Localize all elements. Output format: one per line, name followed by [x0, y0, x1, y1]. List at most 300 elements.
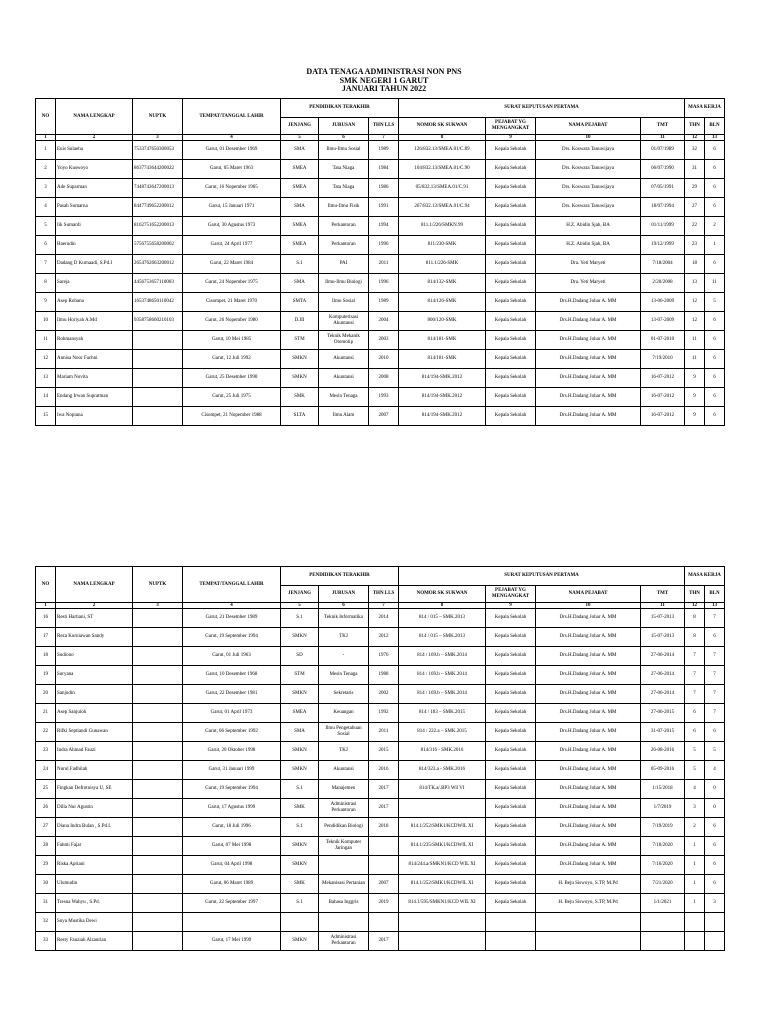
column-index: 11 [641, 603, 685, 609]
cell-nama-pejabat: Drs.H.Dadang Johar A. MM [536, 723, 641, 742]
cell-nuptk [133, 875, 183, 894]
col-pejabat-yg-header: PEJABAT YG MENGANGKAT [486, 586, 536, 603]
cell-nama-pejabat: H. Beju Siswoyo, S.TP, M.Pd [536, 875, 641, 894]
cell-thn-lls: 1986 [369, 179, 399, 198]
cell-masa-kerja-thn: 5 [685, 761, 705, 780]
cell-tempat-tanggal-lahir: Garut, 16 Nopember 1965 [183, 179, 281, 198]
cell-masa-kerja-thn [685, 932, 705, 951]
cell-nama-pejabat: Drs. Koswara Tanuwijaya [536, 179, 641, 198]
cell-nuptk: 9358758660210103 [133, 312, 183, 331]
cell-thn-lls: 1996 [369, 236, 399, 255]
cell-nomor-sk: 814 / 169.b – SMK.2014 [399, 685, 486, 704]
table-row [36, 913, 725, 932]
cell-masa-kerja-bln: 4 [705, 761, 725, 780]
column-index: 6 [319, 603, 369, 609]
cell-masa-kerja-thn: 29 [685, 179, 705, 198]
column-index: 13 [705, 603, 725, 609]
cell-masa-kerja-thn: 7 [685, 685, 705, 704]
cell-jurusan [319, 856, 369, 875]
cell-pejabat-yg-mengangkat: Kepala Sekolah [486, 312, 536, 331]
cell-nomor-sk: 814 / 183 – SMK.2015 [399, 704, 486, 723]
title-line-3: JANUARI TAHUN 2022 [341, 84, 427, 93]
cell-tmt: 13-07-2009 [641, 312, 685, 331]
cell-thn-lls: 1993 [369, 388, 399, 407]
cell-pejabat-yg-mengangkat: Kepala Sekolah [486, 255, 536, 274]
cell-jurusan: Teknik Mekanik Otomotip [319, 331, 369, 350]
col-no-header: NO [36, 99, 56, 135]
column-index: 9 [486, 135, 536, 141]
cell-nama-pejabat: Drs.H.Dadang Johar A. MM [536, 369, 641, 388]
cell-tempat-tanggal-lahir: Garut, 19 September 1994 [183, 780, 281, 799]
cell-nama-lengkap: Sudiono [56, 647, 133, 666]
cell-nomor-sk: 05/832.13/SMEA.01/C.91 [399, 179, 486, 198]
col-tmt-header: TMT [641, 586, 685, 603]
cell-tmt: 7/18/2004 [641, 255, 685, 274]
cell-no: 23 [36, 742, 56, 761]
cell-nama-lengkap: Indra Ahmad Fauzi [56, 742, 133, 761]
column-index: 8 [399, 135, 486, 141]
cell-jurusan: Ilmu Sosial [319, 293, 369, 312]
cell-masa-kerja-bln: 6 [705, 255, 725, 274]
table-row [36, 647, 725, 666]
cell-nama-lengkap: Ilmu Horiyah A.Md [56, 312, 133, 331]
cell-tmt: 27-06-2014 [641, 666, 685, 685]
cell-masa-kerja-bln: 6 [705, 837, 725, 856]
table-row [36, 780, 725, 799]
cell-nuptk: 1653748650110042 [133, 293, 183, 312]
cell-jurusan: Akuntansi [319, 369, 369, 388]
cell-nama-lengkap: Endang Irwan Supratman [56, 388, 133, 407]
cell-tempat-tanggal-lahir: Garut, 24 Nopember 1975 [183, 274, 281, 293]
column-index: 9 [486, 603, 536, 609]
col-jenjang-header: JENJANG [281, 118, 319, 135]
cell-jurusan: Mesin Tenaga [319, 388, 369, 407]
cell-no: 6 [36, 236, 56, 255]
cell-tmt: 2/20/2008 [641, 274, 685, 293]
cell-nomor-sk: 814/181-SMK [399, 331, 486, 350]
masa-kerja-header: MASA KERJA [685, 567, 725, 586]
cell-pejabat-yg-mengangkat: Kepala Sekolah [486, 780, 536, 799]
cell-no: 11 [36, 331, 56, 350]
cell-nuptk [133, 780, 183, 799]
cell-tempat-tanggal-lahir: Garut, 22 September 1997 [183, 894, 281, 913]
pendidikan-header: PENDIDIKAN TERAKHIR [281, 567, 399, 586]
cell-masa-kerja-thn: 9 [685, 407, 705, 426]
table-row [36, 628, 725, 647]
cell-jenjang: SMKN [281, 856, 319, 875]
column-index: 3 [133, 603, 183, 609]
sk-header: SURAT KEPUTUSAN PERTAMA [399, 567, 685, 586]
table-row [36, 388, 725, 407]
cell-tmt: 7/10/2020 [641, 837, 685, 856]
cell-jenjang: SMKN [281, 761, 319, 780]
cell-pejabat-yg-mengangkat: Kepala Sekolah [486, 369, 536, 388]
col-nama-pejabat-header: NAMA PEJABAT [536, 586, 641, 603]
cell-tmt: 1/1/2021 [641, 894, 685, 913]
cell-nomor-sk: 811.1/226-SMK [399, 255, 486, 274]
column-index: 1 [36, 135, 56, 141]
cell-nomor-sk: 126/832.13/SMEA.01/C.89 [399, 141, 486, 160]
cell-thn-lls: 1989 [369, 293, 399, 312]
cell-masa-kerja-bln: 1 [705, 236, 725, 255]
column-index: 5 [281, 603, 319, 609]
cell-no: 27 [36, 818, 56, 837]
cell-no: 18 [36, 647, 56, 666]
cell-nama-lengkap: Fingkan Defrotnisya U, SE [56, 780, 133, 799]
col-nomor-sk-header: NOMOR SK SUKWAN [399, 118, 486, 135]
cell-jenjang: SMA [281, 723, 319, 742]
cell-masa-kerja-bln: 0 [705, 780, 725, 799]
cell-jurusan: Akuntansi [319, 350, 369, 369]
cell-tmt: 31-07-2015 [641, 723, 685, 742]
table-row [36, 894, 725, 913]
cell-masa-kerja-bln: 11 [705, 274, 725, 293]
cell-masa-kerja-bln: 0 [705, 799, 725, 818]
cell-jenjang: SMKN [281, 932, 319, 951]
cell-nama-pejabat: Drs.H.Dadang Johar A. MM [536, 799, 641, 818]
cell-jenjang: SMA [281, 198, 319, 217]
cell-tempat-tanggal-lahir: Garut, 17 Mei 1999 [183, 932, 281, 951]
cell-nama-pejabat: Drs.H.Dadang Johar A. MM [536, 818, 641, 837]
cell-nomor-sk [399, 913, 486, 932]
cell-no: 30 [36, 875, 56, 894]
cell-jurusan: Tata Niaga [319, 179, 369, 198]
cell-no: 19 [36, 666, 56, 685]
cell-jurusan: Ilmu-Ilmu Fisik [319, 198, 369, 217]
cell-no: 13 [36, 369, 56, 388]
cell-tmt: 27-06-2014 [641, 647, 685, 666]
column-index: 8 [399, 603, 486, 609]
cell-thn-lls: 2017 [369, 780, 399, 799]
col-nuptk-header: NUPTK [133, 567, 183, 603]
cell-no: 17 [36, 628, 56, 647]
pendidikan-header: PENDIDIKAN TERAKHIR [281, 99, 399, 118]
cell-nuptk [133, 704, 183, 723]
cell-masa-kerja-thn: 2 [685, 818, 705, 837]
table-row [36, 236, 725, 255]
cell-masa-kerja-thn: 11 [685, 331, 705, 350]
cell-nuptk [133, 666, 183, 685]
cell-nama-lengkap: Riska Apriani [56, 856, 133, 875]
cell-tmt: 05-09-2016 [641, 761, 685, 780]
masa-kerja-header: MASA KERJA [685, 99, 725, 118]
cell-jenjang: SMKN [281, 369, 319, 388]
cell-tempat-tanggal-lahir: Garut, 24 April 1977 [183, 236, 281, 255]
table-row [36, 160, 725, 179]
cell-masa-kerja-thn: 1 [685, 875, 705, 894]
cell-jenjang: SMA [281, 274, 319, 293]
cell-tmt: 7/19/2019 [641, 818, 685, 837]
cell-thn-lls: 2016 [369, 761, 399, 780]
cell-nama-pejabat: Dra. Yeti Maryeti [536, 274, 641, 293]
cell-nama-lengkap: Iwa Nopiana [56, 407, 133, 426]
cell-tempat-tanggal-lahir: Garut, 05 Maret 1963 [183, 160, 281, 179]
cell-nuptk [133, 647, 183, 666]
cell-nuptk [133, 609, 183, 628]
cell-nama-pejabat: Drs.H.Dadang Johar A. MM [536, 780, 641, 799]
cell-pejabat-yg-mengangkat: Kepala Sekolah [486, 761, 536, 780]
col-jurusan-header: JURUSAN [319, 586, 369, 603]
cell-nama-pejabat: Drs.H.Dadang Johar A. MM [536, 331, 641, 350]
cell-masa-kerja-bln: 6 [705, 141, 725, 160]
cell-no: 26 [36, 799, 56, 818]
cell-masa-kerja-thn: 6 [685, 704, 705, 723]
cell-pejabat-yg-mengangkat: Kepala Sekolah [486, 160, 536, 179]
cell-jurusan: Keuangan [319, 704, 369, 723]
column-index: 10 [536, 135, 641, 141]
cell-jurusan: Mekanisasi Pertanian [319, 875, 369, 894]
cell-masa-kerja-bln: 6 [705, 388, 725, 407]
cell-masa-kerja-bln: 3 [705, 894, 725, 913]
cell-nuptk [133, 913, 183, 932]
cell-nama-pejabat: Drs.H.Dadang Johar A. MM [536, 837, 641, 856]
cell-thn-lls: 2007 [369, 407, 399, 426]
cell-masa-kerja-bln: 6 [705, 331, 725, 350]
cell-tempat-tanggal-lahir [183, 913, 281, 932]
cell-nuptk [133, 628, 183, 647]
cell-pejabat-yg-mengangkat: Kepala Sekolah [486, 666, 536, 685]
header-row [36, 99, 725, 118]
cell-masa-kerja-thn: 22 [685, 217, 705, 236]
cell-masa-kerja-bln: 7 [705, 647, 725, 666]
cell-jenjang: STM [281, 331, 319, 350]
cell-pejabat-yg-mengangkat: Kepala Sekolah [486, 609, 536, 628]
cell-nama-pejabat: Drs. Koswara Tanuwijaya [536, 141, 641, 160]
col-pejabat-yg-header: PEJABAT YG MENGANGKAT [486, 118, 536, 135]
cell-pejabat-yg-mengangkat: Kepala Sekolah [486, 723, 536, 742]
cell-no: 3 [36, 179, 56, 198]
cell-masa-kerja-bln: 5 [705, 742, 725, 761]
cell-tempat-tanggal-lahir: Garut, 10 Mei 1985 [183, 331, 281, 350]
cell-nama-pejabat: Drs.H.Dadang Johar A. MM [536, 856, 641, 875]
table-row [36, 369, 725, 388]
cell-masa-kerja-bln: 6 [705, 628, 725, 647]
cell-nuptk: 8447749652200012 [133, 198, 183, 217]
table-row [36, 198, 725, 217]
cell-masa-kerja-bln: 6 [705, 875, 725, 894]
cell-masa-kerja-bln: 7 [705, 704, 725, 723]
cell-pejabat-yg-mengangkat: Kepala Sekolah [486, 179, 536, 198]
col-bln-header: BLN [705, 118, 725, 135]
cell-nama-pejabat: Drs.H.Dadang Johar A. MM [536, 685, 641, 704]
cell-thn-lls: 2002 [369, 685, 399, 704]
table-row [36, 274, 725, 293]
cell-tempat-tanggal-lahir: Garut, 01 Desember 1969 [183, 141, 281, 160]
column-index: 6 [319, 135, 369, 141]
cell-no: 12 [36, 350, 56, 369]
cell-masa-kerja-bln: 6 [705, 407, 725, 426]
cell-pejabat-yg-mengangkat [486, 913, 536, 932]
cell-no: 22 [36, 723, 56, 742]
cell-nomor-sk: 814/194-SMK.2012 [399, 369, 486, 388]
cell-nama-pejabat: Drs. Koswara Tanuwijaya [536, 198, 641, 217]
cell-masa-kerja-bln [705, 932, 725, 951]
cell-tempat-tanggal-lahir: Garut, 22 Maret 1984 [183, 255, 281, 274]
cell-thn-lls: 1991 [369, 198, 399, 217]
cell-masa-kerja-thn: 4 [685, 780, 705, 799]
cell-thn-lls: 1992 [369, 704, 399, 723]
cell-tempat-tanggal-lahir: Cisompet, 21 Maret 1970 [183, 293, 281, 312]
cell-no: 25 [36, 780, 56, 799]
cell-thn-lls [369, 837, 399, 856]
cell-masa-kerja-thn: 7 [685, 647, 705, 666]
cell-masa-kerja-bln: 6 [705, 350, 725, 369]
cell-nama-pejabat: Dra. Yeti Maryeti [536, 255, 641, 274]
cell-nomor-sk: 814.1/595/SMKN1/KCD WIL XI [399, 894, 486, 913]
cell-tmt: 15-07-2013 [641, 609, 685, 628]
cell-no: 32 [36, 913, 56, 932]
table-row [36, 407, 725, 426]
column-index: 1 [36, 603, 56, 609]
col-bln-header: BLN [705, 586, 725, 603]
cell-nama-pejabat: Drs.H.Dadang Johar A. MM [536, 609, 641, 628]
cell-masa-kerja-thn: 3 [685, 799, 705, 818]
cell-jenjang: SMK [281, 875, 319, 894]
cell-thn-lls: 1976 [369, 647, 399, 666]
cell-no: 16 [36, 609, 56, 628]
cell-masa-kerja-bln: 6 [705, 369, 725, 388]
column-index: 10 [536, 603, 641, 609]
cell-pejabat-yg-mengangkat: Kepala Sekolah [486, 799, 536, 818]
cell-no: 20 [36, 685, 56, 704]
cell-jenjang: S.1 [281, 894, 319, 913]
cell-pejabat-yg-mengangkat: Kepala Sekolah [486, 236, 536, 255]
cell-no: 10 [36, 312, 56, 331]
cell-tmt [641, 932, 685, 951]
cell-jurusan: Teknik Komputer Jaringan [319, 837, 369, 856]
cell-tempat-tanggal-lahir: Cisompet, 21 Nopember 1988 [183, 407, 281, 426]
cell-pejabat-yg-mengangkat: Kepala Sekolah [486, 875, 536, 894]
col-nama-pejabat-header: NAMA PEJABAT [536, 118, 641, 135]
cell-nama-pejabat [536, 913, 641, 932]
cell-jurusan: - [319, 647, 369, 666]
cell-nuptk [133, 350, 183, 369]
cell-thn-lls: 1988 [369, 666, 399, 685]
cell-nomor-sk: 104/832.13/SMEA.01/C.90 [399, 160, 486, 179]
table-row [36, 837, 725, 856]
cell-thn-lls: 2008 [369, 369, 399, 388]
cell-jenjang: SMA [281, 141, 319, 160]
col-ttl-header: TEMPAT/TANGGAL LAHIR [183, 99, 281, 135]
cell-nomor-sk: 814/194-SMK.2012 [399, 388, 486, 407]
cell-masa-kerja-bln: 6 [705, 723, 725, 742]
cell-nama-lengkap: Fahmi Fajar [56, 837, 133, 856]
cell-jurusan: Perkantoran [319, 217, 369, 236]
cell-nama-lengkap: Euis Sulaeha [56, 141, 133, 160]
cell-nuptk [133, 723, 183, 742]
cell-jenjang: S.1 [281, 818, 319, 837]
cell-masa-kerja-thn: 6 [685, 723, 705, 742]
cell-jurusan: Sekretaris [319, 685, 369, 704]
col-tmt-header: TMT [641, 118, 685, 135]
column-index: 4 [183, 603, 281, 609]
cell-nomor-sk: 814 / 015 – SMK.2013 [399, 609, 486, 628]
cell-thn-lls: 2011 [369, 255, 399, 274]
cell-nama-pejabat: H. Beju Siswoyo, S.TP, M.Pd [536, 894, 641, 913]
cell-nuptk [133, 856, 183, 875]
cell-tempat-tanggal-lahir: Garut, 31 Januari 1999 [183, 761, 281, 780]
cell-tmt: 7/21/2020 [641, 875, 685, 894]
cell-tempat-tanggal-lahir: Garut, 06 Maret 1989 [183, 875, 281, 894]
cell-masa-kerja-thn: 9 [685, 388, 705, 407]
cell-masa-kerja-thn: 12 [685, 293, 705, 312]
cell-tmt: 16-07-2012 [641, 388, 685, 407]
cell-pejabat-yg-mengangkat: Kepala Sekolah [486, 894, 536, 913]
cell-tempat-tanggal-lahir: Garut, 26 Nopember 1980 [183, 312, 281, 331]
cell-nomor-sk [399, 799, 486, 818]
cell-tmt: 26-08-2016 [641, 742, 685, 761]
cell-masa-kerja-bln: 6 [705, 818, 725, 837]
cell-nama-lengkap: Pasah Sumarna [56, 198, 133, 217]
cell-pejabat-yg-mengangkat [486, 932, 536, 951]
col-ttl-header: TEMPAT/TANGGAL LAHIR [183, 567, 281, 603]
cell-thn-lls: 1989 [369, 141, 399, 160]
cell-nuptk [133, 837, 183, 856]
staff-table-2 [35, 566, 725, 951]
cell-jenjang: SMKN [281, 742, 319, 761]
cell-no: 15 [36, 407, 56, 426]
cell-jurusan: Administrasi Perkantoran [319, 799, 369, 818]
cell-tempat-tanggal-lahir: Garut, 01 Juli 1963 [183, 647, 281, 666]
cell-nomor-sk: 814/244.a/SMKN1/KCD WIL XI [399, 856, 486, 875]
cell-masa-kerja-bln: 7 [705, 666, 725, 685]
cell-jurusan: Bahasa Inggris [319, 894, 369, 913]
cell-nomor-sk: 814/132-SMK [399, 274, 486, 293]
cell-nuptk: 8162751652200013 [133, 217, 183, 236]
cell-tmt: 7/19/2010 [641, 350, 685, 369]
cell-pejabat-yg-mengangkat: Kepala Sekolah [486, 388, 536, 407]
cell-nomor-sk: 800/120-SMK [399, 312, 486, 331]
cell-nomor-sk: 814 / 169.b – SMK.2014 [399, 666, 486, 685]
cell-tempat-tanggal-lahir: Garut, 01 April 1973 [183, 704, 281, 723]
cell-masa-kerja-bln: 6 [705, 179, 725, 198]
cell-tmt: 01-07-2010 [641, 331, 685, 350]
cell-thn-lls: 1984 [369, 160, 399, 179]
cell-nuptk [133, 894, 183, 913]
table-row [36, 331, 725, 350]
cell-masa-kerja-thn: 8 [685, 609, 705, 628]
cell-tempat-tanggal-lahir: Garut, 25 Juli 1975 [183, 388, 281, 407]
cell-nuptk: 7448743647200013 [133, 179, 183, 198]
cell-nama-pejabat: Drs. Koswara Tanuwijaya [536, 160, 641, 179]
cell-masa-kerja-thn: 31 [685, 160, 705, 179]
cell-tmt: 18/07/1994 [641, 198, 685, 217]
cell-thn-lls: 2011 [369, 723, 399, 742]
cell-nuptk: 8637743644200022 [133, 160, 183, 179]
cell-no: 9 [36, 293, 56, 312]
cell-tempat-tanggal-lahir: Garut, 10 Desember 1968 [183, 666, 281, 685]
sk-header: SURAT KEPUTUSAN PERTAMA [399, 99, 685, 118]
cell-thn-lls: 2004 [369, 312, 399, 331]
cell-masa-kerja-bln: 7 [705, 685, 725, 704]
cell-tmt: 7/16/2020 [641, 856, 685, 875]
table-row [36, 255, 725, 274]
col-thn-lls-header: THN LLS [369, 586, 399, 603]
table-row [36, 685, 725, 704]
cell-tempat-tanggal-lahir: Garut, 19 September 1994 [183, 628, 281, 647]
cell-jurusan [319, 913, 369, 932]
cell-nama-lengkap: Annisa Noor Fachni [56, 350, 133, 369]
cell-no: 7 [36, 255, 56, 274]
column-index: 3 [133, 135, 183, 141]
cell-no: 33 [36, 932, 56, 951]
cell-tmt: 16-07-2012 [641, 369, 685, 388]
cell-no: 1 [36, 141, 56, 160]
cell-pejabat-yg-mengangkat: Kepala Sekolah [486, 198, 536, 217]
cell-pejabat-yg-mengangkat: Kepala Sekolah [486, 407, 536, 426]
table-row [36, 856, 725, 875]
cell-thn-lls: 2012 [369, 628, 399, 647]
